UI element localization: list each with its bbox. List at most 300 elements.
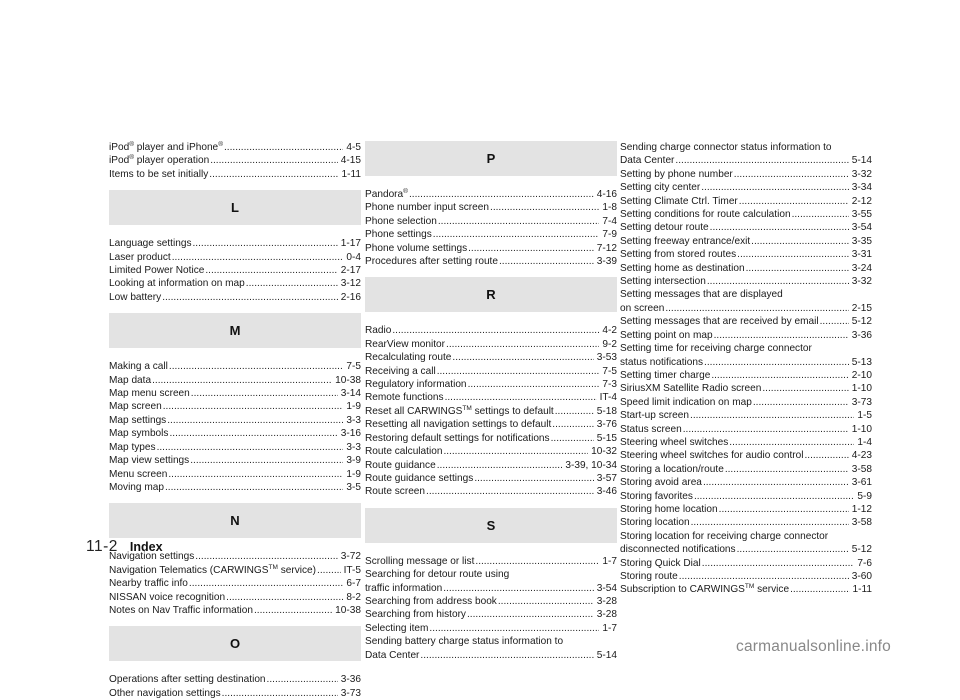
- entry-page-ref: 1-11: [341, 168, 361, 180]
- dot-leader: [746, 262, 849, 275]
- entry-term-text: Phone selection: [365, 215, 437, 227]
- index-entry: [620, 168, 872, 181]
- dot-leader: [246, 277, 338, 290]
- entry-page-ref: 7-6: [857, 557, 872, 569]
- index-entry: [365, 555, 617, 568]
- dot-leader: [790, 583, 849, 596]
- dot-leader: [226, 591, 343, 604]
- entry-term-text: Receiving a call: [365, 365, 436, 377]
- entry-term-text: Operations after setting destination: [109, 674, 266, 686]
- entry-page-ref: 10-32: [591, 446, 617, 458]
- entry-term: [109, 414, 166, 427]
- index-entry: [620, 181, 872, 194]
- entry-page-ref: 3-73: [340, 687, 361, 699]
- entry-term-text: Data Center: [620, 155, 675, 167]
- entry-term: [620, 423, 682, 436]
- index-entry: [365, 582, 617, 595]
- dot-leader: [317, 564, 341, 577]
- dot-leader: [443, 582, 594, 595]
- entry-page-ref: 1-17: [340, 238, 361, 250]
- entry-page-ref: 1-7: [602, 555, 617, 567]
- index-entry: [620, 275, 872, 288]
- dot-leader: [224, 141, 343, 154]
- index-column-3: [620, 141, 872, 597]
- entry-page-ref: 3-58: [851, 463, 872, 475]
- index-entry: [365, 432, 617, 445]
- letter-heading: O: [109, 626, 361, 661]
- entry-term-suffix: settings to default: [471, 405, 554, 417]
- index-entry: [620, 583, 872, 596]
- superscript-mark: ®: [218, 141, 223, 148]
- dot-leader: [205, 264, 337, 277]
- index-entry: [620, 463, 872, 476]
- entry-page-ref: 1-10: [851, 383, 872, 395]
- entry-term-text: Storing route: [620, 571, 678, 582]
- entry-page-ref: 3-3: [346, 441, 361, 453]
- dot-leader: [193, 237, 338, 250]
- index-entry: [620, 557, 872, 570]
- entry-term: [620, 516, 690, 529]
- dot-leader: [191, 387, 338, 400]
- index-entry: [365, 649, 617, 662]
- letter-heading: R: [365, 277, 617, 312]
- entry-page-ref: 3-36: [340, 674, 361, 686]
- entry-page-ref: 1-8: [602, 202, 617, 214]
- superscript-mark: ®: [129, 154, 134, 162]
- dot-leader: [683, 423, 849, 436]
- entry-term: [620, 409, 689, 422]
- entry-term: [365, 459, 436, 472]
- entry-term-text: Setting home as destination: [620, 262, 745, 274]
- entry-term: [109, 481, 164, 494]
- entry-term-text: Setting point on map: [620, 329, 713, 341]
- entry-page-ref: 7-4: [602, 215, 617, 227]
- entry-term-text: Notes on Nav Traffic information: [109, 604, 253, 616]
- entry-page-ref: 3-14: [340, 388, 361, 400]
- entry-term: [620, 396, 752, 409]
- dot-leader: [729, 436, 854, 449]
- entry-term-text: Phone number input screen: [365, 202, 490, 214]
- dot-leader: [189, 577, 343, 590]
- index-entry: [620, 356, 872, 369]
- section-title: Index: [129, 540, 163, 554]
- entry-term: [109, 387, 190, 400]
- entry-term: [620, 195, 738, 208]
- entry-term-text: Other navigation settings: [109, 687, 221, 699]
- entry-term-text: Reset all CARWINGS: [365, 405, 463, 417]
- entry-term-text: iPod: [109, 142, 130, 153]
- entry-term: [365, 365, 436, 378]
- entry-term: [365, 432, 550, 445]
- index-entry: [365, 485, 617, 498]
- entry-term-text: Recalculating route: [365, 352, 452, 364]
- dot-leader: [762, 382, 848, 395]
- entry-term: [365, 418, 551, 431]
- index-entry: [109, 277, 361, 290]
- index-entry: [620, 195, 872, 208]
- index-entry: [365, 255, 617, 268]
- index-entry: [365, 418, 617, 431]
- entry-term-text: Restoring default settings for notifications: [365, 432, 550, 444]
- index-entry-first-line: Sending charge connector status information to: [620, 142, 832, 153]
- entry-term: [365, 595, 497, 608]
- letter-heading: L: [109, 190, 361, 225]
- entry-term: [365, 622, 428, 635]
- dot-leader: [195, 550, 338, 563]
- entry-term: [109, 277, 245, 290]
- index-entry: [620, 369, 872, 382]
- dot-leader: [446, 338, 599, 351]
- index-entry: [620, 436, 872, 449]
- entry-page-ref: 7-5: [346, 361, 361, 373]
- entry-page-ref: 3-54: [851, 222, 872, 234]
- entry-term: [620, 181, 700, 194]
- entry-term-text: Setting conditions for route calculation: [620, 209, 791, 221]
- entry-page-ref: 3-32: [851, 276, 872, 288]
- entry-term: [620, 583, 789, 596]
- entry-page-ref: 0-4: [346, 251, 361, 263]
- entry-term: [109, 591, 225, 604]
- index-entry: [109, 414, 361, 427]
- entry-page-ref: 1-4: [857, 436, 872, 448]
- entry-term-text: Setting from stored routes: [620, 249, 737, 261]
- dot-leader: [468, 242, 594, 255]
- entry-page-ref: 1-10: [851, 423, 872, 435]
- entry-term-text: Map menu screen: [109, 388, 190, 400]
- entry-term-text: Storing a location/route: [620, 463, 724, 475]
- entry-term-text: SiriusXM Satellite Radio screen: [620, 383, 762, 395]
- letter-heading: N: [109, 503, 361, 538]
- dot-leader: [739, 195, 849, 208]
- index-column-1: [109, 141, 361, 700]
- index-entry: [620, 302, 872, 315]
- entry-term: [109, 374, 151, 387]
- entry-page-ref: 5-13: [851, 356, 872, 368]
- superscript-mark: TM: [744, 583, 755, 591]
- entry-term-text: Low battery: [109, 291, 162, 303]
- entry-term-text: Navigation settings: [109, 551, 195, 563]
- dot-leader: [707, 275, 849, 288]
- entry-page-ref: 2-10: [851, 369, 872, 381]
- entry-page-ref: 1-5: [857, 410, 872, 422]
- dot-leader: [711, 369, 848, 382]
- index-entry: [365, 445, 617, 458]
- dot-leader: [172, 251, 344, 264]
- index-entry: [109, 673, 361, 686]
- entry-page-ref: 3-46: [596, 486, 617, 498]
- entry-term-text: Menu screen: [109, 468, 168, 480]
- entry-term: [109, 360, 168, 373]
- entry-term: [109, 454, 189, 467]
- entry-term-text: Looking at information on map: [109, 278, 245, 290]
- entry-term-suffix: service): [277, 564, 317, 576]
- entry-term-text: Subscription to CARWINGS: [620, 584, 745, 596]
- index-entry: [109, 454, 361, 467]
- dot-leader: [753, 396, 849, 409]
- entry-term: [620, 208, 791, 221]
- entry-page-ref: 2-15: [851, 302, 872, 314]
- entry-term-text: Map types: [109, 441, 156, 453]
- index-entry: [620, 516, 872, 529]
- index-entry: [620, 503, 872, 516]
- entry-term: [620, 570, 678, 583]
- dot-leader: [409, 188, 594, 201]
- index-entry: [620, 396, 872, 409]
- index-entry: [365, 595, 617, 608]
- index-entry: [109, 687, 361, 700]
- entry-term: [109, 237, 192, 250]
- index-entry: [365, 228, 617, 241]
- dot-leader: [665, 302, 848, 315]
- dot-leader: [725, 463, 849, 476]
- dot-leader: [734, 168, 849, 181]
- dot-leader: [710, 221, 849, 234]
- entry-term-text: status notifications: [620, 356, 704, 368]
- entry-page-ref: 1-7: [602, 622, 617, 634]
- index-entry: [620, 221, 872, 234]
- dot-leader: [690, 409, 854, 422]
- entry-page-ref: 4-16: [596, 189, 617, 200]
- entry-term-text: Speed limit indication on map: [620, 396, 752, 408]
- entry-term: [620, 168, 733, 181]
- entry-page-ref: 2-12: [851, 195, 872, 207]
- index-entry: [365, 201, 617, 214]
- entry-term: [620, 302, 664, 315]
- letter-heading: P: [365, 141, 617, 176]
- entry-term-text: Scrolling message or list: [365, 555, 475, 567]
- entry-page-ref: 3-60: [851, 571, 872, 582]
- entry-term: [109, 604, 253, 617]
- entry-page-ref: 3-55: [851, 209, 872, 221]
- entry-term: [109, 154, 209, 167]
- dot-leader: [702, 557, 855, 570]
- entry-page-ref: IT-5: [343, 564, 361, 576]
- dot-leader: [737, 248, 849, 261]
- entry-term-text: Language settings: [109, 238, 192, 250]
- entry-term: [365, 555, 474, 568]
- entry-page-ref: 3-57: [596, 472, 617, 484]
- dot-leader: [162, 291, 338, 304]
- entry-page-ref: 3-9: [346, 455, 361, 467]
- entry-page-ref: 3-39: [596, 256, 617, 268]
- entry-term: [365, 391, 444, 404]
- index-entry: [620, 154, 872, 167]
- dot-leader: [792, 208, 849, 221]
- entry-term-text: disconnected notifications: [620, 544, 736, 556]
- index-entry: [109, 427, 361, 440]
- entry-term-text: Remote functions: [365, 392, 444, 404]
- entry-term-suffix: service: [754, 584, 790, 596]
- entry-term: [365, 201, 489, 214]
- entry-page-ref: 3-36: [851, 329, 872, 341]
- entry-term-text: iPod: [109, 155, 130, 167]
- letter-heading: M: [109, 313, 361, 348]
- entry-term: [620, 369, 710, 382]
- dot-leader: [165, 481, 343, 494]
- entry-term-text: Map screen: [109, 401, 162, 413]
- index-entry-first-line: Searching for detour route using: [365, 569, 510, 581]
- index-entry: [620, 476, 872, 489]
- dot-leader: [169, 360, 343, 373]
- index-entry: [109, 577, 361, 590]
- entry-term-text: Steering wheel switches: [620, 436, 729, 448]
- index-entry: [109, 468, 361, 481]
- index-entry: [109, 154, 361, 167]
- dot-leader: [694, 490, 854, 503]
- index-entry: [365, 351, 617, 364]
- dot-leader: [426, 485, 594, 498]
- dot-leader: [703, 476, 849, 489]
- entry-term-text: Setting freeway entrance/exit: [620, 235, 751, 247]
- entry-term: [620, 275, 706, 288]
- entry-page-ref: 5-14: [596, 649, 617, 661]
- index-entry: [620, 248, 872, 261]
- index-entry: [620, 423, 872, 436]
- entry-term: [365, 405, 554, 418]
- entry-term: [620, 557, 701, 570]
- index-entry: [620, 315, 872, 328]
- entry-term: [620, 476, 702, 489]
- entry-page-ref: 1-12: [851, 503, 872, 515]
- superscript-mark: ®: [129, 141, 134, 148]
- entry-term: [109, 168, 208, 181]
- entry-term: [620, 235, 750, 248]
- entry-page-ref: 9-2: [602, 338, 617, 350]
- entry-page-ref: 3-12: [340, 278, 361, 290]
- page-footer: [86, 538, 163, 556]
- index-entry: [109, 168, 361, 181]
- entry-term-suffix: player and iPhone: [134, 142, 219, 153]
- entry-page-ref: 7-3: [602, 379, 617, 391]
- entry-term-text: Regulatory information: [365, 379, 467, 391]
- entry-page-ref: 3-61: [851, 477, 872, 489]
- entry-term: [365, 445, 442, 458]
- entry-page-ref: 5-18: [596, 405, 617, 417]
- entry-page-ref: 1-9: [346, 468, 361, 480]
- entry-page-ref: IT-4: [599, 392, 617, 404]
- entry-term: [620, 221, 709, 234]
- entry-term: [620, 315, 819, 328]
- entry-term-text: Procedures after setting route: [365, 256, 498, 268]
- dot-leader: [737, 543, 849, 556]
- entry-term-text: Setting messages that are received by email: [620, 316, 819, 328]
- entry-term: [109, 264, 204, 277]
- entry-page-ref: 8-2: [346, 591, 361, 603]
- entry-term-text: Map data: [109, 374, 152, 386]
- index-entry: [620, 262, 872, 275]
- entry-page-ref: 7-9: [602, 229, 617, 241]
- dot-leader: [420, 649, 593, 662]
- entry-page-ref: 3-31: [851, 249, 872, 261]
- entry-page-ref: 3-73: [851, 396, 872, 408]
- index-entry: [620, 235, 872, 248]
- entry-term-text: Phone settings: [365, 229, 432, 241]
- superscript-mark: TM: [268, 563, 278, 571]
- entry-page-ref: 1-9: [346, 401, 361, 413]
- entry-page-ref: 4-5: [346, 142, 361, 153]
- entry-term: [365, 485, 425, 498]
- entry-term: [365, 255, 498, 268]
- entry-term-text: Searching from history: [365, 609, 466, 621]
- entry-term: [620, 248, 736, 261]
- watermark-text: carmanualsonline.info: [736, 638, 891, 655]
- entry-term: [365, 228, 432, 241]
- index-entry: [109, 400, 361, 413]
- index-entry: [365, 242, 617, 255]
- entry-term-text: Route guidance settings: [365, 472, 474, 484]
- entry-term-text: Nearby traffic info: [109, 578, 188, 590]
- dot-leader: [438, 215, 600, 228]
- superscript-mark: ®: [403, 188, 408, 195]
- index-entry: [109, 360, 361, 373]
- index-entry: [109, 604, 361, 617]
- entry-page-ref: 4-2: [602, 325, 617, 337]
- dot-leader: [437, 365, 600, 378]
- entry-page-ref: 7-12: [596, 242, 617, 254]
- index-entry: [109, 591, 361, 604]
- entry-page-ref: 2-17: [340, 265, 361, 277]
- dot-leader: [475, 555, 599, 568]
- entry-page-ref: 3-24: [851, 262, 872, 274]
- dot-leader: [392, 324, 599, 337]
- entry-term-text: Storing avoid area: [620, 477, 702, 489]
- index-entry: [365, 188, 617, 201]
- entry-term-text: Setting Climate Ctrl. Timer: [620, 195, 738, 207]
- index-entry: [365, 472, 617, 485]
- entry-term-text: NISSAN voice recognition: [109, 591, 226, 603]
- entry-term: [365, 378, 467, 391]
- entry-page-ref: 3-32: [851, 168, 872, 180]
- dot-leader: [210, 154, 338, 167]
- dot-leader: [429, 622, 599, 635]
- index-entry: [109, 141, 361, 154]
- entry-term: [620, 356, 703, 369]
- index-entry: [365, 324, 617, 337]
- dot-leader: [254, 604, 332, 617]
- entry-term: [365, 188, 408, 201]
- index-entry: [620, 382, 872, 395]
- dot-leader: [679, 570, 849, 583]
- index-entry: [109, 387, 361, 400]
- dot-leader: [820, 315, 849, 328]
- dot-leader: [168, 468, 343, 481]
- dot-leader: [468, 378, 600, 391]
- entry-term-text: Searching from address book: [365, 595, 497, 607]
- dot-leader: [701, 181, 849, 194]
- entry-term: [365, 608, 466, 621]
- entry-term-text: Laser product: [109, 251, 171, 263]
- entry-term: [365, 324, 391, 337]
- entry-term-text: Limited Power Notice: [109, 265, 205, 277]
- index-entry: [620, 409, 872, 422]
- dot-leader: [152, 374, 332, 387]
- dot-leader: [169, 427, 337, 440]
- index-entry: [365, 338, 617, 351]
- entry-term: [620, 436, 728, 449]
- entry-page-ref: 3-34: [851, 182, 872, 194]
- entry-page-ref: 3-35: [851, 235, 872, 247]
- entry-term: [365, 582, 442, 595]
- dot-leader: [499, 255, 594, 268]
- entry-term-text: traffic information: [365, 582, 443, 594]
- index-entry: [109, 441, 361, 454]
- index-entry: [365, 459, 617, 472]
- dot-leader: [751, 235, 849, 248]
- entry-page-ref: 3-5: [346, 481, 361, 493]
- entry-term-text: Items to be set initially: [109, 168, 209, 180]
- entry-term-text: Pandora: [365, 189, 404, 200]
- entry-page-ref: 5-9: [857, 490, 872, 502]
